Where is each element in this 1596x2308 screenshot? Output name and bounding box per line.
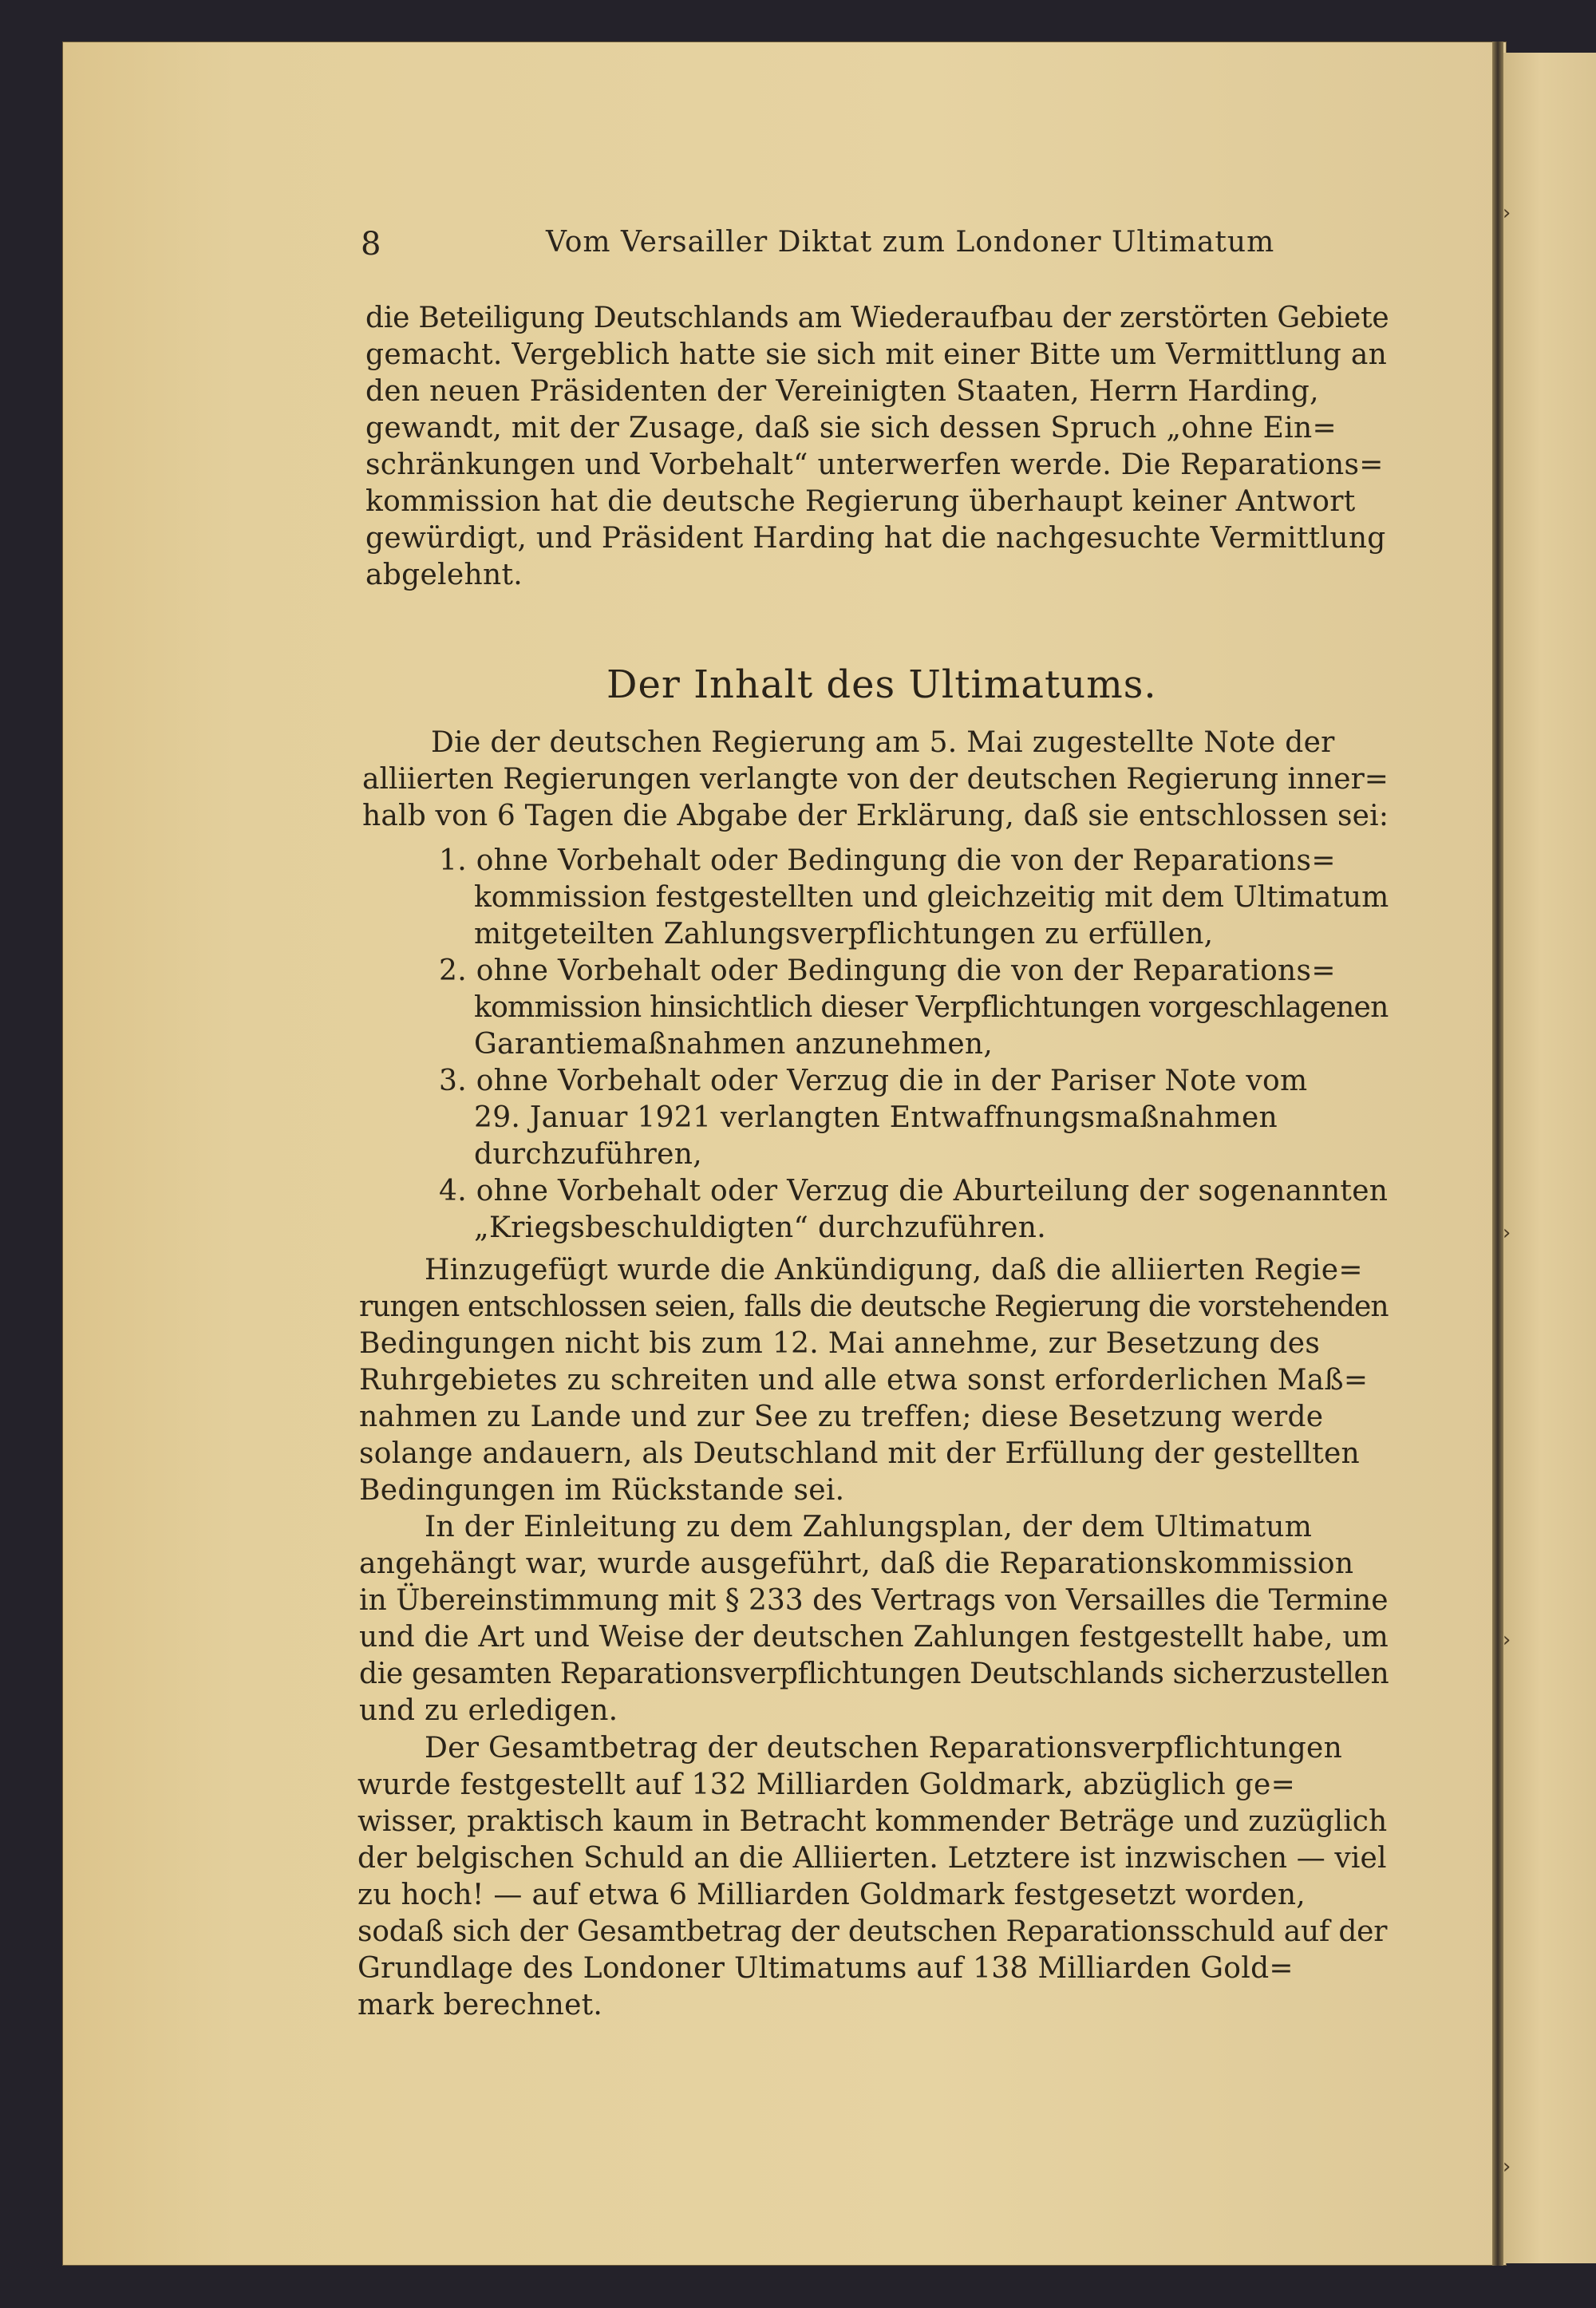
text-line: schränkungen und Vorbehalt“ unterwerfen werde. Die Reparations= [365,449,1384,481]
facing-page-edge [1503,53,1596,2263]
list-item-4: 4. ohne Vorbehalt oder Verzug die Aburteilung der sogenannten [439,1175,1389,1207]
text-line: abgelehnt. [365,559,523,591]
text-line: alliierten Regierungen verlangte von der deutschen Regierung inner= [362,763,1389,796]
text-line: und zu erledigen. [359,1694,618,1727]
text-line: Der Gesamtbetrag der deutschen Reparationsverpflichtungen [425,1732,1343,1765]
text-line: gewürdigt, und Präsident Harding hat die nachgesuchte Vermittlung [365,522,1386,555]
text-line: sodaß sich der Gesamtbetrag der deutschen Reparationsschuld auf der [358,1915,1388,1948]
section-heading: Der Inhalt des Ultimatums. [606,662,1157,707]
text-line: „Kriegsbeschuldigten“ durchzuführen. [474,1211,1046,1244]
text-line: In der Einleitung zu dem Zahlungsplan, der dem Ultimatum [425,1511,1313,1543]
text-line: den neuen Präsidenten der Vereinigten Staaten, Herrn Harding, [365,375,1319,408]
text-line: mark berechnet. [358,1989,603,2021]
text-line: gewandt, mit der Zusage, daß sie sich dessen Spruch „ohne Ein= [365,412,1337,445]
binding-stitch: › [1500,1221,1513,1245]
text-line: der belgischen Schuld an die Alliierten. Letztere ist inzwischen — viel [358,1842,1387,1875]
text-line: rungen entschlossen seien, falls die deutsche Regierung die vorstehenden [359,1290,1389,1323]
text-line: kommission hat die deutsche Regierung überhaupt keiner Antwort [365,485,1356,518]
text-line: kommission hinsichtlich dieser Verpflichtungen vorgeschlagenen [474,991,1389,1024]
text-line: angehängt war, wurde ausgeführt, daß die Reparationskommission [359,1547,1354,1580]
text-line: Bedingungen nicht bis zum 12. Mai annehme, zur Besetzung des [359,1327,1321,1360]
book-gutter [1492,41,1503,2266]
text-line: Grundlage des Londoner Ultimatums auf 138 Milliarden Gold= [358,1952,1294,1985]
text-line: in Übereinstimmung mit § 233 des Vertrags von Versailles die Termine [359,1584,1389,1617]
text-line: gemacht. Vergeblich hatte sie sich mit einer Bitte um Vermittlung an [365,338,1388,371]
text-line: 29. Januar 1921 verlangten Entwaffnungsmaßnahmen [474,1101,1278,1134]
text-line: Garantiemaßnahmen anzunehmen, [474,1028,994,1061]
text-line: und die Art und Weise der deutschen Zahlungen festgestellt habe, um [359,1621,1389,1654]
text-line: Die der deutschen Regierung am 5. Mai zugestellte Note der [431,726,1335,759]
list-item-1: 1. ohne Vorbehalt oder Bedingung die von der Reparations= [439,844,1336,877]
binding-stitch: › [1500,2155,1513,2179]
text-line: Bedingungen im Rückstande sei. [359,1474,845,1507]
list-item-2: 2. ohne Vorbehalt oder Bedingung die von der Reparations= [439,954,1336,987]
text-line: durchzuführen, [474,1138,702,1171]
text-line: die gesamten Reparationsverpflichtungen Deutschlands sicherzustellen [359,1658,1389,1690]
text-line: wurde festgestellt auf 132 Milliarden Goldmark, abzüglich ge= [358,1769,1296,1801]
text-line: halb von 6 Tagen die Abgabe der Erklärung, daß sie entschlossen sei: [362,800,1389,832]
text-line: nahmen zu Lande und zur See zu treffen; diese Besetzung werde [359,1401,1324,1433]
text-line: wisser, praktisch kaum in Betracht kommender Beträge und zuzüglich [358,1805,1388,1838]
text-line: solange andauern, als Deutschland mit der Erfüllung der gestellten [359,1437,1361,1470]
binding-stitch: › [1500,201,1513,225]
text-line: mitgeteilten Zahlungsverpflichtungen zu erfüllen, [474,918,1214,950]
text-line: kommission festgestellten und gleichzeitig mit dem Ultimatum [474,881,1389,914]
text-line: Hinzugefügt wurde die Ankündigung, daß die alliierten Regie= [425,1254,1363,1286]
text-line: zu hoch! — auf etwa 6 Milliarden Goldmark festgesetzt worden, [358,1879,1306,1911]
page-number: 8 [361,226,382,263]
list-item-3: 3. ohne Vorbehalt oder Verzug die in der Pariser Note vom [439,1065,1308,1097]
text-line: die Beteiligung Deutschlands am Wiederaufbau der zerstörten Gebiete [365,302,1389,334]
binding-stitch: › [1500,1628,1513,1652]
text-line: Ruhrgebietes zu schreiten und alle etwa sonst erforderlichen Maß= [359,1364,1369,1397]
running-title: Vom Versailler Diktat zum Londoner Ultimatum [546,226,1275,259]
